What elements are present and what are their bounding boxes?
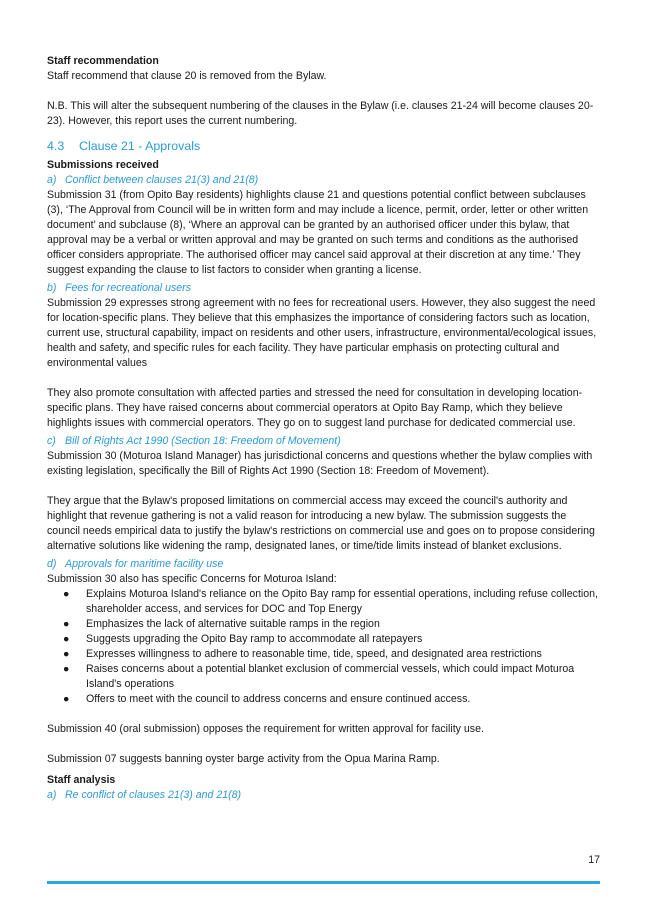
document-body <box>47 54 602 803</box>
concerns-list <box>47 587 602 707</box>
paragraph-d-intro: Submission 30 also has specific Concerns for Moturoa Island: <box>47 573 337 585</box>
staff-recommendation-text: Staff recommend that clause 20 is removed from the Bylaw. <box>47 70 327 82</box>
subheading-d <box>47 557 602 572</box>
list-item: ● Emphasizes the lack of alternative suitable ramps in the region <box>63 618 380 630</box>
list-item: ● Raises concerns about a potential blanket exclusion of commercial vessels, which could impact Moturoa Island's operations <box>63 663 575 690</box>
paragraph-a: Submission 31 (from Opito Bay residents) highlights clause 21 and questions potential conflict between subclauses (3), ‘The Approval from Council will be in written form and may include a licence, permit, order, letter or other written document’ and subclause (8), ‘Where an approval can be granted by an authorised officer under this bylaw, that approval may be a verbal or written approval and may be granted on such terms and conditions as the authorised officer considers appropriate. The authorised officer may cancel said approval at their discretion at any time.’ They suggest expanding the clause to list factors to consider when granting a license. <box>47 189 589 276</box>
paragraph-b1: Submission 29 expresses strong agreement with no fees for recreational users. However, they also suggest the need for location-specific plans. They believe that this emphasizes the importance of considering factors such as location, current use, structural capability, impact on residents and other users, infrastructure, environmental/ecological issues, health and safety, and specific rules for each facility. They have particular emphasis on protecting cultural and environmental values <box>47 297 597 369</box>
paragraph-c1: Submission 30 (Moturoa Island Manager) has jurisdictional concerns and questions whether the bylaw complies with existing legislation, specifically the Bill of Rights Act 1990 (Section 18: Freedom of Movement). <box>47 450 593 477</box>
submissions-heading: Submissions received <box>47 159 159 171</box>
bullet-icon: ● <box>63 648 70 660</box>
bullet-icon: ● <box>63 633 70 645</box>
section-heading <box>47 138 602 154</box>
section-number: 4.3 <box>47 139 65 153</box>
subheading-d-title: Approvals for maritime facility use <box>65 558 224 570</box>
subheading-b-title: Fees for recreational users <box>65 282 192 294</box>
subheading-a-title: Conflict between clauses 21(3) and 21(8) <box>65 174 259 186</box>
bullet-icon: ● <box>63 588 70 600</box>
analysis-subheading-a <box>47 788 602 803</box>
bullet-icon: ● <box>63 618 70 630</box>
submission-40-text: Submission 40 (oral submission) opposes the requirement for written approval for facility use. <box>47 723 484 735</box>
submission-07-text: Submission 07 suggests banning oyster barge activity from the Opua Marina Ramp. <box>47 753 440 765</box>
bullet-icon: ● <box>63 693 70 705</box>
list-item: ● Expresses willingness to adhere to reasonable time, tide, speed, and designated area restrictions <box>63 648 542 660</box>
staff-recommendation-heading: Staff recommendation <box>47 55 159 67</box>
staff-analysis-heading: Staff analysis <box>47 774 116 786</box>
numbering-note: N.B. This will alter the subsequent numbering of the clauses in the Bylaw (i.e. clauses 21-24 will become clauses 20-23). However, this report uses the current numbering. <box>47 100 594 127</box>
bullet-icon: ● <box>63 663 70 675</box>
subheading-c-title: Bill of Rights Act 1990 (Section 18: Freedom of Movement) <box>65 435 341 447</box>
subheading-d-letter: d) <box>47 558 57 570</box>
footer-rule <box>47 881 600 884</box>
section-title: Clause 21 - Approvals <box>79 139 201 153</box>
page-number: 17 <box>588 854 600 866</box>
subheading-c-letter: c) <box>47 435 56 447</box>
paragraph-b2: They also promote consultation with affected parties and stressed the need for consultation in developing location-specific plans. They have raised concerns about commercial operators at Opito Bay Ramp, which they believe highlights issues with commercial operators. They go on to suggest land purchase for dedicated commercial use. <box>47 387 583 429</box>
analysis-subheading-a-title: Re conflict of clauses 21(3) and 21(8) <box>65 789 242 801</box>
subheading-c <box>47 434 602 449</box>
paragraph-c2: They argue that the Bylaw's proposed limitations on commercial access may exceed the council's authority and highlight that revenue gathering is not a valid reason for introducing a new bylaw. The submission suggests the council needs empirical data to justify the bylaw's restrictions on commercial use and goes on to propose considering alternative solutions like widening the ramp, designated lanes, or time/tide limits instead of blanket exclusions. <box>47 495 595 552</box>
subheading-a-letter: a) <box>47 174 57 186</box>
list-item: ● Offers to meet with the council to address concerns and ensure continued access. <box>63 693 471 705</box>
subheading-b-letter: b) <box>47 282 57 294</box>
analysis-subheading-a-letter: a) <box>47 789 57 801</box>
list-item: ● Explains Moturoa Island's reliance on the Opito Bay ramp for essential operations, including refuse collection, shareholder access, and services for DOC and Top Energy <box>63 588 598 615</box>
list-item: ● Suggests upgrading the Opito Bay ramp to accommodate all ratepayers <box>63 633 423 645</box>
subheading-a <box>47 173 602 188</box>
subheading-b <box>47 281 602 296</box>
